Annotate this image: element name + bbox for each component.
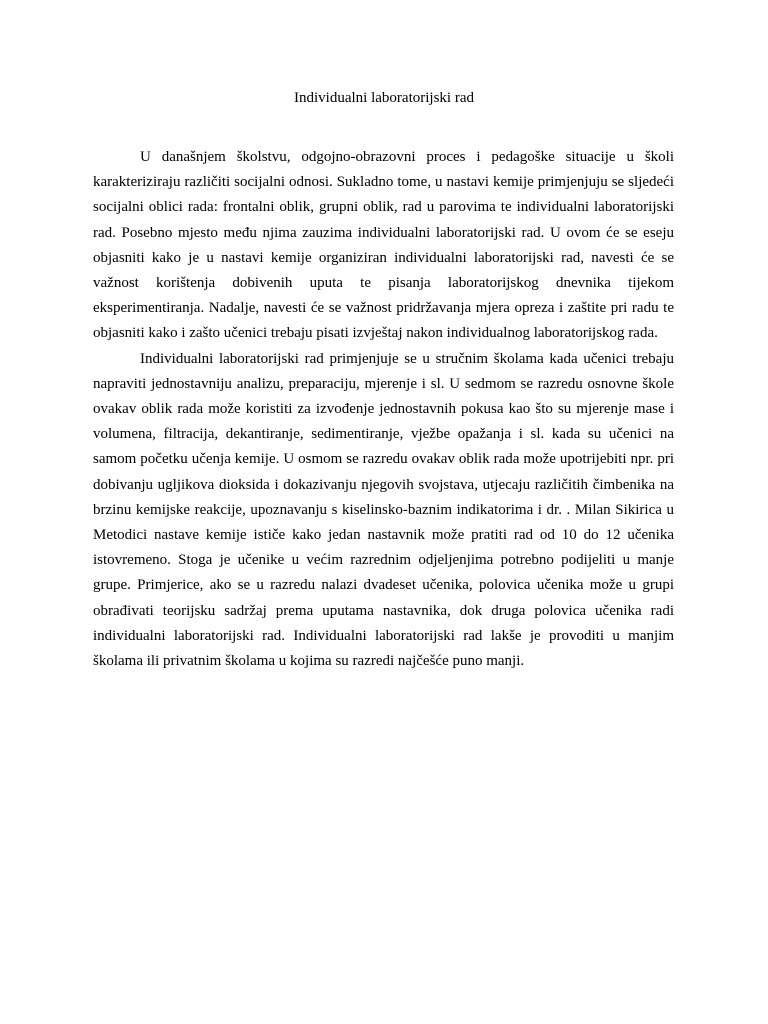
paragraph-1: U današnjem školstvu, odgojno-obrazovni proces i pedagoške situacije u školi karakteriziraju različiti socijalni odnosi. Sukladno tome, u nastavi kemije primjenjuju se sljedeći socijalni oblici rada: frontalni oblik, grupni oblik, rad u parovima te individualni laboratorijski rad. Posebno mjesto među njima zauzima individualni laboratorijski rad. U ovom će se eseju objasniti kako je u nastavi kemije organiziran individualni laboratorijski rad, navesti će se važnost korištenja dobivenih uputa te pisanja laboratorijskog dnevnika tijekom eksperimentiranja. Nadalje, navesti će se važnost pridržavanja mjera opreza i zaštite pri radu te objasniti kako i zašto učenici trebaju pisati izvještaj nakon individualnog laboratorijskog rada. [93,149,674,342]
document-body [93,145,674,674]
paragraph-2: Individualni laboratorijski rad primjenjuje se u stručnim školama kada učenici trebaju napraviti jednostavniju analizu, preparaciju, mjerenje i sl. U sedmom se razredu osnovne škole ovakav oblik rada može koristiti za izvođenje jednostavnih pokusa kao što su mjerenje mase i volumena, filtracija, dekantiranje, sedimentiranje, vježbe opažanja i sl. kada su učenici na samom početku učenja kemije. U osmom se razredu ovakav oblik rada može upotrijebiti npr. pri dobivanju ugljikova dioksida i dokazivanju njegovih svojstava, utjecaju različitih čimbenika na brzinu kemijske reakcije, upoznavanju s kiselinsko-baznim indikatorima i dr. . Milan Sikirica u Metodici nastave kemije ističe kako jedan nastavnik može pratiti rad od 10 do 12 učenika istovremeno. Stoga je učenike u većim razrednim odjeljenjima potrebno podijeliti u manje grupe. Primjerice, ako se u razredu nalazi dvadeset učenika, polovica učenika može u grupi obrađivati teorijsku sadržaj prema uputama nastavnika, dok druga polovica učenika radi individualni laboratorijski rad. Individualni laboratorijski rad lakše je provoditi u manjim školama ili privatnim školama u kojima su razredi najčešće puno manji. [93,350,674,670]
document-title: Individualni laboratorijski rad [294,90,474,106]
